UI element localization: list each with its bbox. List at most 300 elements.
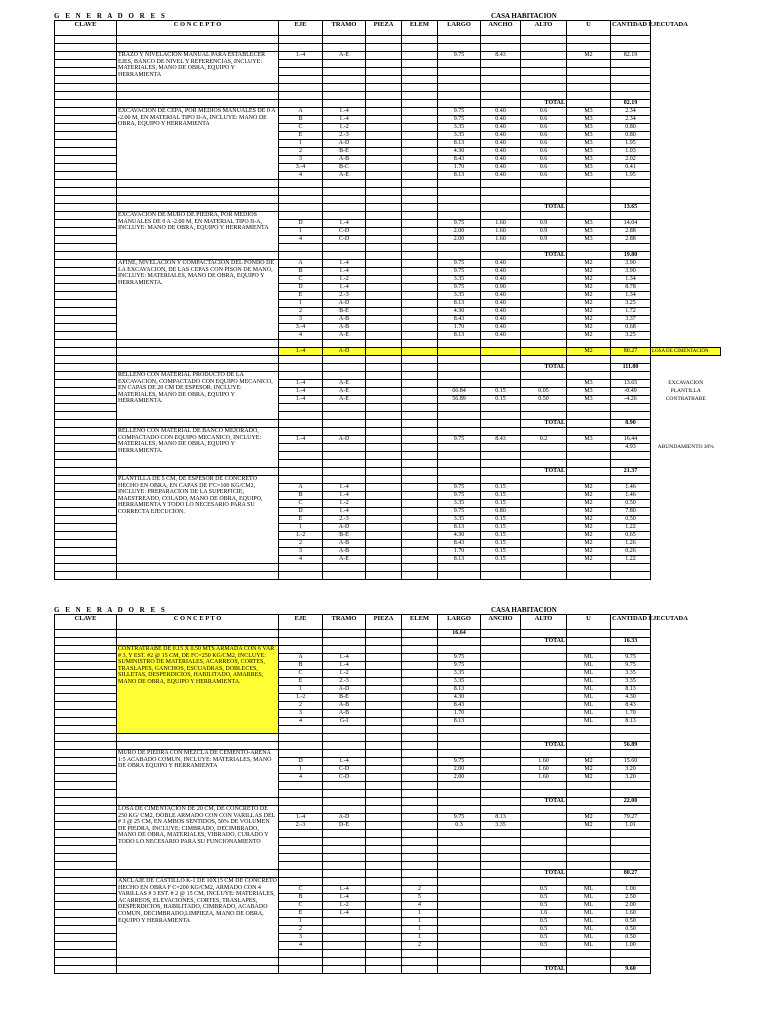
cell-cantidad: 3.35 [611,670,651,678]
cell-eje: A [279,654,323,662]
cell-eje: 1.-4 [279,380,323,388]
cell-largo: 9.75 [438,108,481,116]
cell-alto: 0.6 [521,116,567,124]
cell-cantidad: 1.70 [611,710,651,718]
cell-u: M3 [567,220,611,228]
cell-largo: 9.75 [438,654,481,662]
cell-eje: E [279,292,323,300]
cell-u: ML [567,670,611,678]
cell-cantidad: 80.27 [611,348,651,356]
cell-eje: 1 [279,686,323,694]
cell-cantidad: 1.03 [611,148,651,156]
cell-cantidad: 0.65 [611,532,651,540]
cell-u: M2 [567,484,611,492]
cell-tramo: 1.-4 [323,910,366,918]
cell-tramo: A-B [323,316,366,324]
cell-u: ML [567,926,611,934]
generadores-title: G E N E R A D O R E S [54,606,167,614]
generadores-table-1 [54,20,721,580]
cell-cantidad: 3.90 [611,268,651,276]
cell-tramo: G-I [323,718,366,726]
cell-tramo: 1.-2 [323,276,366,284]
cell-ancho: 0.15 [481,484,521,492]
cell-cantidad: 2.50 [611,894,651,902]
cell-largo: 1.70 [438,324,481,332]
cell-largo: 9.75 [438,814,481,822]
losa-highlight-row [55,348,721,356]
cell-eje: 3 [279,710,323,718]
cell-cantidad: 16.44 [611,436,651,444]
cell-tramo: 1.-4 [323,492,366,500]
cell-eje: 3 [279,934,323,942]
cell-u: ML [567,694,611,702]
cell-u: M3 [567,148,611,156]
cell-eje: C [279,276,323,284]
cell-elem: 4 [402,902,438,910]
cell-cantidad: 1.95 [611,140,651,148]
cell-tramo: B-E [323,308,366,316]
cell-tramo: A-D [323,348,366,356]
cell-u: M3 [567,380,611,388]
cell-tramo: 1.-2 [323,670,366,678]
col-clave: CLAVE [55,615,117,630]
cell-cantidad: 3.90 [611,260,651,268]
cell-ancho: 0.40 [481,172,521,180]
cell-tramo: A-E [323,388,366,396]
cell-ancho: 0.15 [481,548,521,556]
col-u: U [567,615,611,630]
total-label: TOTAL [521,100,567,108]
cell-largo: 2.00 [438,228,481,236]
total-row [55,100,721,108]
cell-largo: 2.00 [438,766,481,774]
cell-eje: 3 [279,548,323,556]
cell-tramo: A-B [323,324,366,332]
col-eje: EJE [279,21,323,36]
cell-eje: 1.-4 [279,348,323,356]
cell-tramo: A-D [323,140,366,148]
cell-u: M3 [567,132,611,140]
cell-largo: 9.75 [438,268,481,276]
cell-u: ML [567,678,611,686]
total-row [55,638,721,646]
cell-cantidad: 1.22 [611,556,651,564]
sheet-header [54,606,720,614]
cell-alto: 1.60 [521,766,567,774]
cell-cantidad: 8.43 [611,702,651,710]
cell-u: ML [567,918,611,926]
cell-eje: 1.-4 [279,388,323,396]
cell-largo: 3.35 [438,678,481,686]
cell-ancho [481,380,521,388]
total-label: TOTAL [521,638,567,646]
cell-u: M2 [567,292,611,300]
cell-alto: 1.6 [521,910,567,918]
cell-tramo: D-E [323,822,366,830]
cell-tramo: 1.-4 [323,108,366,116]
cell-ancho: 0.80 [481,508,521,516]
cell-eje: 2.-3 [279,822,323,830]
abundamiento-value: 4.93 [611,444,651,452]
cell-ancho: 0.40 [481,332,521,340]
cell-largo: 8.13 [438,686,481,694]
col-concepto: C O N C E P T O [117,615,279,630]
cell-u: ML [567,894,611,902]
cell-ancho: 1.60 [481,220,521,228]
total-label: TOTAL [521,252,567,260]
cell-ancho: 0.40 [481,268,521,276]
cell-eje: B [279,894,323,902]
cell-eje: 3 [279,156,323,164]
cell-alto: 0.6 [521,140,567,148]
cell-cantidad: 9.75 [611,662,651,670]
cell-cantidad: 0.80 [611,132,651,140]
total-row [55,252,721,260]
cell-u: ML [567,902,611,910]
concepto-excavacion-muro: EXCAVACION DE MURO DE PIEDRA, POR MEDIOS MANUALES DE 0 A -2.00 M, EN MATERIAL TIPO II-A, INCLUYE: MANO DE OBRA, EQUIPO Y HERRAMIENTA [117,212,279,252]
cell-ancho: 0.15 [481,540,521,548]
cell-largo: 8.13 [438,332,481,340]
cell-largo: 2.00 [438,236,481,244]
col-u: U [567,21,611,36]
cell-largo: 9.75 [438,758,481,766]
cell-cantidad: 0.80 [611,124,651,132]
cell-alto: 1.60 [521,758,567,766]
cell-largo: 4.30 [438,532,481,540]
project-title: CASA HABITACION [491,606,557,614]
cell-largo: 9.75 [438,492,481,500]
cell-cantidad: 3.20 [611,774,651,782]
cell-tramo: A-D [323,436,366,444]
cell-u: M2 [567,324,611,332]
total-muro-piedra: 22.00 [611,798,651,806]
cell-largo: 3.35 [438,124,481,132]
cell-ancho: 0.40 [481,108,521,116]
cell-eje: 1 [279,918,323,926]
cell-tramo: C-D [323,228,366,236]
cell-u: M2 [567,260,611,268]
col-clave: CLAVE [55,21,117,36]
col-eje: EJE [279,615,323,630]
total-label: TOTAL [521,798,567,806]
cell-cantidad: 1.00 [611,886,651,894]
cell-ancho: 0.15 [481,556,521,564]
cell-largo: 3.35 [438,516,481,524]
cell-ancho: 0.40 [481,116,521,124]
total-relleno-excavacion: 8.90 [611,420,651,428]
cell-eje: A [279,260,323,268]
cell-eje: 1.-4 [279,396,323,404]
cell-eje: C [279,902,323,910]
cell-tramo: A-B [323,702,366,710]
cell-u: M3 [567,108,611,116]
cell-u: M2 [567,332,611,340]
cell-tramo: B-E [323,532,366,540]
cell-u: M3 [567,140,611,148]
total-trazo: 82.19 [611,100,651,108]
cell-alto: 0.6 [521,172,567,180]
abundamiento-note: ABUNDAMIENTO 30% [657,443,714,450]
cell-u: M3 [567,388,611,396]
cell-cantidad: 14.04 [611,220,651,228]
cell-cantidad: 8.13 [611,686,651,694]
table-2-body [55,630,721,974]
total-row [55,204,721,212]
cell-eje: A [279,484,323,492]
cell-cantidad: 0.26 [611,548,651,556]
cell-ancho: 0.15 [481,492,521,500]
cell-alto: 0.6 [521,124,567,132]
cell-eje: 2 [279,148,323,156]
cell-tramo: 1.-4 [323,284,366,292]
cell-alto: 0.6 [521,156,567,164]
cell-tramo: A-E [323,52,366,60]
cell-eje: 2 [279,702,323,710]
concepto-relleno-banco: RELLENO CON MATERIAL DE BANCO MEJORADO, COMPACTADO CON EQUIPO MECANICO, INCLUYE: MATERIALES, MANO DE OBRA, EQUIPO Y HERRAMIENTA. [117,428,279,468]
cell-tramo [323,926,366,934]
cell-u: M2 [567,532,611,540]
total-label: TOTAL [521,966,567,974]
concepto-contratrabe: CONTRATRABE DE 0.15 X 0.50 MTS ARMADA CON 6 VAR # 3, Y EST. #2 @ 15 CM, DE FC=250 KG/CM2, INCLUYE: SUMINISTRO DE MATERIALES, ACARREOS, CORTES, TRASLAPES, GANCHOS, ESCUADRAS, DOBLECES, SILLETAS, DESPERDICIOS, HABILITADO, AMARRES, MANO DE OBRA, EQUIPO Y HERRAMIENTA. [117,646,279,734]
cell-u: M2 [567,540,611,548]
cell-tramo [323,942,366,950]
generadores-table-2 [54,614,721,974]
col-alto: ALTO [521,21,567,36]
cell-tramo: A-B [323,540,366,548]
cell-cantidad: -0.49 [611,388,651,396]
cell-elem: 1 [402,918,438,926]
cell-eje: 1 [279,300,323,308]
cell-ancho: 0.15 [481,388,521,396]
concepto-muro-piedra: MURO DE PIEDRA CON MEZCLA DE CEMENTO-ARENA 1:5 ACABADO COMUN, INCLUYE: MATERIALES, MANO DE OBRA EQUIPO Y HERRAMIENTA [117,750,279,798]
cell-u: M3 [567,436,611,444]
col-elem: ELEM [402,21,438,36]
cell-alto: 0.6 [521,148,567,156]
cell-alto: 1.60 [521,774,567,782]
cell-cantidad: 13.65 [611,380,651,388]
cell-u: M3 [567,164,611,172]
cell-u: ML [567,910,611,918]
relleno-note: CONTRATRABE [665,395,706,402]
cell-largo: 4.30 [438,308,481,316]
cell-largo: 8.13 [438,300,481,308]
cell-largo: 3.35 [438,670,481,678]
cell-largo: 8.13 [438,140,481,148]
cell-alto: 0.05 [521,388,567,396]
cell-eje: 1 [279,140,323,148]
cell-eje: B [279,492,323,500]
col-ancho: ANCHO [481,615,521,630]
cell-tramo: 1.-4 [323,894,366,902]
cell-cantidad: 1.26 [611,540,651,548]
cell-cantidad: 7.80 [611,508,651,516]
cell-eje: E [279,516,323,524]
cell-alto: 0.6 [521,164,567,172]
cell-u: M2 [567,548,611,556]
cell-ancho: 0.40 [481,148,521,156]
cell-cantidad: 1.34 [611,292,651,300]
cell-u: M2 [567,822,611,830]
cell-ancho: 0.15 [481,524,521,532]
total-afine: 111.80 [611,364,651,372]
cell-cantidad: 3.20 [611,766,651,774]
cell-u: M2 [567,300,611,308]
cell-u: M2 [567,52,611,60]
cell-largo: 2.00 [438,774,481,782]
generadores-title: G E N E R A D O R E S [54,12,167,20]
cell-largo [438,380,481,388]
cell-tramo: 2.-3 [323,678,366,686]
total-row [55,870,721,878]
cell-cantidad: 1.22 [611,524,651,532]
cell-alto: 0.6 [521,108,567,116]
cell-eje: 1 [279,766,323,774]
total-row [55,742,721,750]
cell-largo: 8.43 [438,702,481,710]
cell-tramo: A-E [323,556,366,564]
concepto-trazo: TRAZO Y NIVELACION MANUAL PARA ESTABLECER EJES, BANCO DE NIVEL Y REFERENCIAS, INCLUYE: MATERIALES, MANO DE OBRA, EQUIPO Y HERRAMIENTA [117,52,279,84]
cell-ancho: 0.15 [481,532,521,540]
cell-eje: 1.-4 [279,436,323,444]
cell-largo: 9.75 [438,484,481,492]
cell-tramo: C-D [323,774,366,782]
cell-alto [521,380,567,388]
cell-ancho: 3.35 [481,822,521,830]
cell-eje: 4 [279,332,323,340]
cell-u: ML [567,654,611,662]
cell-elem: 1 [402,910,438,918]
table-row [55,260,721,268]
cell-eje: 4 [279,172,323,180]
total-label: TOTAL [521,364,567,372]
cell-eje: D [279,284,323,292]
col-largo: LARGO [438,615,481,630]
cell-cantidad: 1.00 [611,942,651,950]
cell-cantidad: 1.72 [611,308,651,316]
cell-largo: 9.75 [438,284,481,292]
cell-u: M2 [567,492,611,500]
cell-ancho: 8.43 [481,436,521,444]
cell-cantidad: 2.02 [611,156,651,164]
col-cantidad: CANTIDAD EJECUTADA [611,21,651,36]
total-row [55,798,721,806]
cell-u: M3 [567,156,611,164]
cell-tramo: 1.-4 [323,268,366,276]
cell-cantidad: 8.13 [611,718,651,726]
cell-tramo: 1.-4 [323,508,366,516]
cell-eje: 3 [279,316,323,324]
concepto-cepa: EXCAVACION DE CEPA, POR MEDIOS MANUALES DE 0 A -2.00 M, EN MATERIAL TIPO II-A, INCLUYE: MANO DE OBRA, EQUIPO Y HERRAMIENTA [117,108,279,180]
cell-ancho: 0.90 [481,284,521,292]
cell-cantidad: 1.95 [611,172,651,180]
cell-u: ML [567,934,611,942]
cell-largo: 4.30 [438,148,481,156]
relleno-note: EXCAVACION [668,379,704,386]
cell-tramo: 1.-2 [323,500,366,508]
cell-largo: 8.13 [438,524,481,532]
total-label: TOTAL [521,468,567,476]
cell-largo: 66.84 [438,388,481,396]
cell-tramo: A-E [323,332,366,340]
table-row [55,108,721,116]
cell-largo: 1.70 [438,710,481,718]
cell-largo: 8.43 [438,540,481,548]
cell-tramo: 1.-4 [323,220,366,228]
cell-tramo: A-D [323,300,366,308]
cell-eje: 3.-4 [279,164,323,172]
cell-tramo: 1.-4 [323,116,366,124]
column-header-row [55,21,721,36]
cell-largo: 3.35 [438,276,481,284]
total-anclaje: 9.60 [611,966,651,974]
cell-eje: E [279,678,323,686]
cell-elem: 1 [402,926,438,934]
cell-eje: 1.-4 [279,52,323,60]
cell-alto: 0.6 [521,132,567,140]
cell-ancho: 0.15 [481,396,521,404]
cell-eje: D [279,220,323,228]
cell-tramo: C-D [323,236,366,244]
cell-ancho: 0.15 [481,500,521,508]
cell-u: M2 [567,774,611,782]
cell-cantidad: 1.46 [611,484,651,492]
cell-alto: 0.2 [521,436,567,444]
cell-u: ML [567,718,611,726]
cell-eje: B [279,662,323,670]
cell-cantidad: 0.50 [611,500,651,508]
cell-largo: 9.75 [438,436,481,444]
cell-ancho: 1.60 [481,228,521,236]
cell-eje: 4 [279,718,323,726]
cell-eje: A [279,108,323,116]
cell-cantidad: 3.25 [611,300,651,308]
cell-largo: 9.75 [438,662,481,670]
cell-ancho: 1.60 [481,236,521,244]
cell-ancho: 8.43 [481,52,521,60]
col-concepto: C O N C E P T O [117,21,279,36]
cell-cantidad: 0.50 [611,934,651,942]
cell-eje: 2 [279,540,323,548]
cell-eje: 2 [279,308,323,316]
cell-tramo: 1.-4 [323,758,366,766]
total-row [55,364,721,372]
cell-elem: 2 [402,942,438,950]
cell-tramo: A-B [323,710,366,718]
cell-cantidad: 8.78 [611,284,651,292]
table-1-body [55,36,721,580]
cell-largo: 3.35 [438,132,481,140]
cell-alto: 0.50 [521,396,567,404]
cell-u: M3 [567,396,611,404]
cell-cantidad: 1.60 [611,910,651,918]
cell-eje: 4 [279,774,323,782]
cell-eje: 1 [279,228,323,236]
total-row [55,420,721,428]
cell-alto: 0.5 [521,926,567,934]
cell-cantidad: 82.19 [611,52,651,60]
cell-tramo [323,918,366,926]
generadores-sheet-1 [54,12,720,580]
cell-u: ML [567,686,611,694]
cell-alto: 0.5 [521,902,567,910]
cell-tramo: A-B [323,156,366,164]
cell-tramo: 1.-2 [323,902,366,910]
cell-ancho: 0.40 [481,260,521,268]
cell-largo: 9.75 [438,52,481,60]
cell-eje: 1.-2 [279,532,323,540]
cell-u: ML [567,942,611,950]
total-cepa: 13.65 [611,204,651,212]
